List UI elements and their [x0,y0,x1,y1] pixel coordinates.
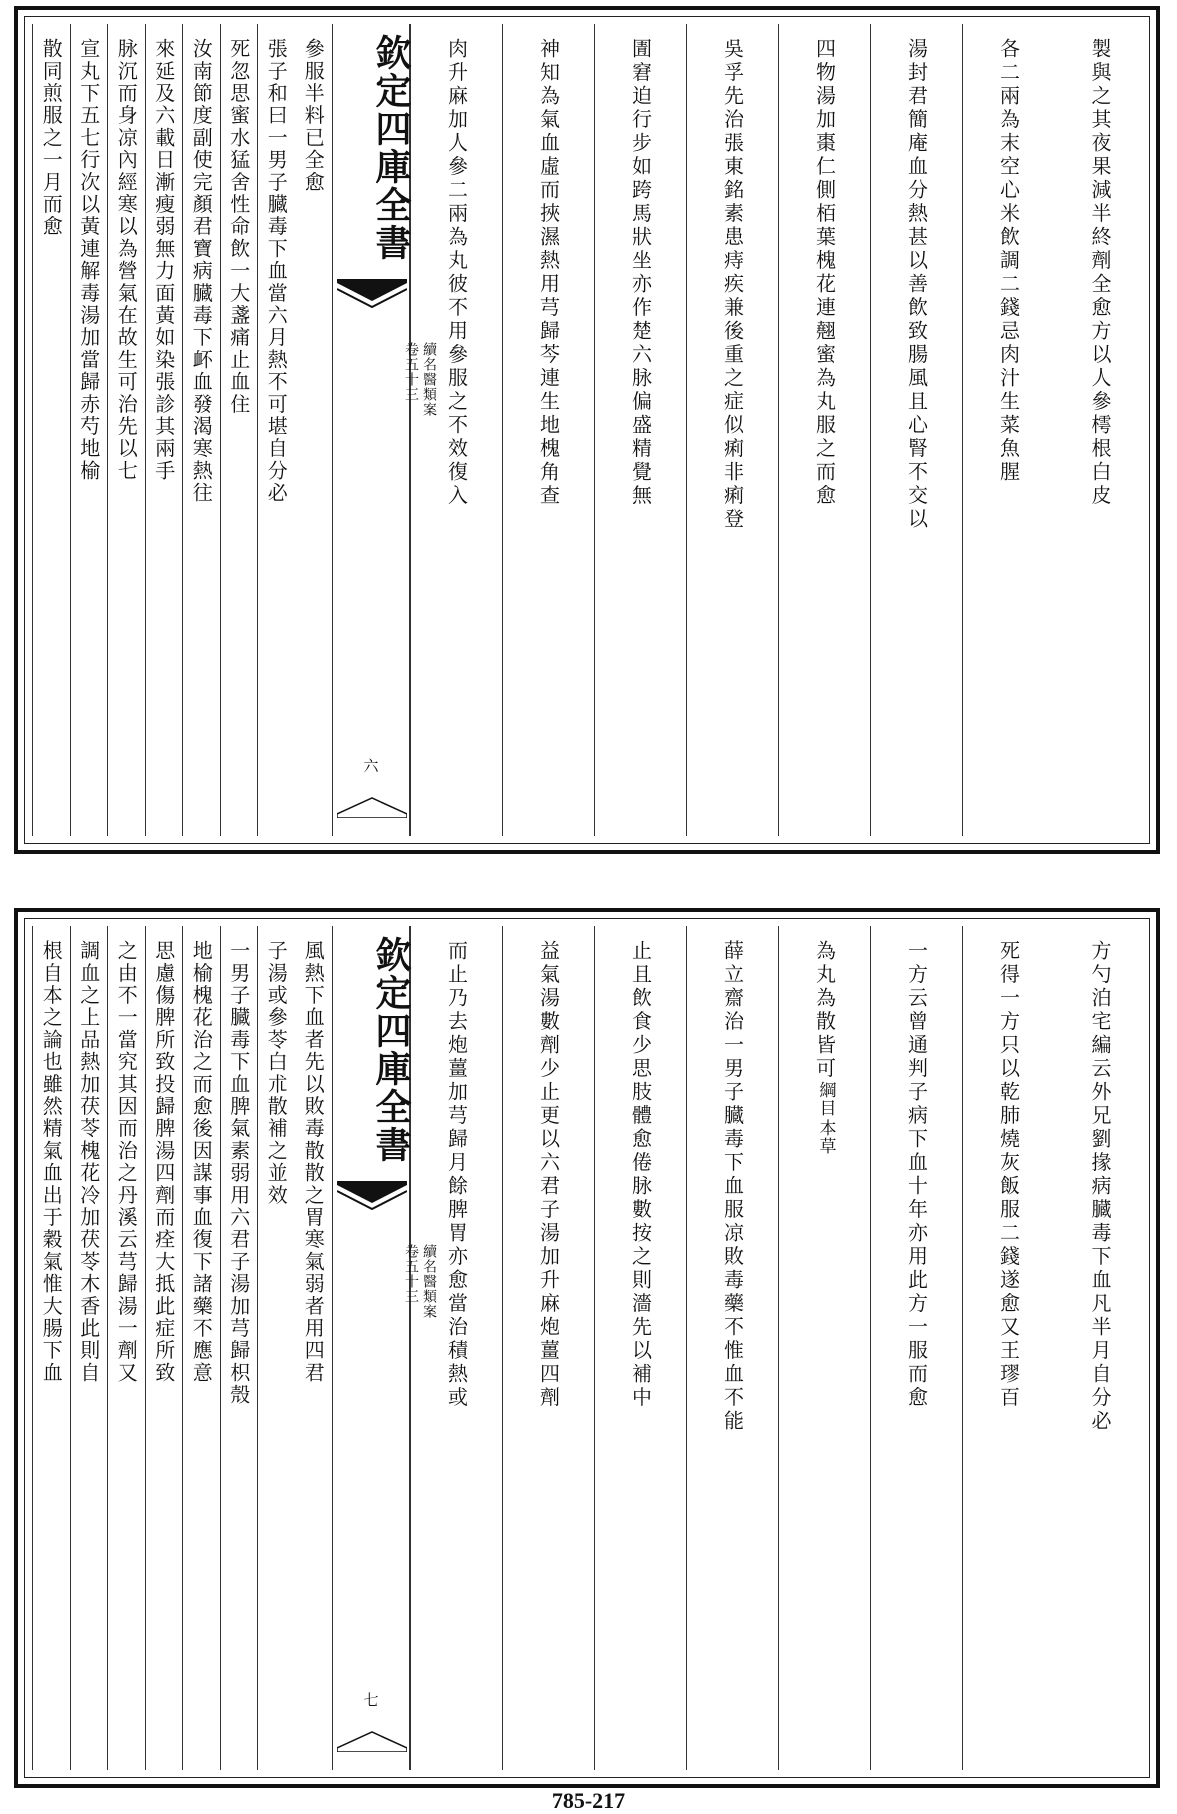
book-series-title: 欽定四庫全書 [370,936,412,1164]
upper-page [14,6,1160,854]
column-text: 根自本之論也雖然精氣血出于穀氣惟大腸下血 [39,940,64,1384]
column-text: 各二兩為末空心米飲調二錢忌肉汁生菜魚腥 [996,38,1021,485]
column-text: 四物湯加棗仁側栢葉槐花連翹蜜為丸服之而愈 [812,38,837,508]
text-column [107,24,145,836]
column-text: 一方云曾通判子病下血十年亦用此方一服而愈 [904,940,929,1410]
column-text: 宣丸下五七行次以黃連解毒湯加當歸赤芍地榆 [76,38,101,482]
text-column [70,24,108,836]
text-column [870,926,962,1770]
text-column [107,926,145,1770]
column-text: 思慮傷脾所致投歸脾湯四劑而痊大抵此症所致 [151,940,176,1384]
column-text: 汝南節度副使完顏君寶病臓毒下衃血發渴寒熱往 [189,38,214,505]
column-text [812,926,837,1770]
text-column [686,24,778,836]
text-column [870,24,962,836]
center-header-column [332,24,437,836]
text-column [962,926,1054,1770]
fish-tail-mark-icon [337,279,407,309]
text-column [145,24,183,836]
text-column [594,24,686,836]
column-text: 死得一方只以乾肺燒灰飯服二錢遂愈又王璆百 [996,940,1021,1410]
text-column [182,926,220,1770]
column-main-text: 為丸為散皆可 [812,940,837,1081]
text-column [410,926,502,1770]
note-line: 綱目 [815,1081,836,1117]
text-column [220,24,258,836]
column-text: 參服半料已全愈 [301,38,326,194]
column-text: 來延及六載日漸瘦弱無力面黃如染張診其兩手 [151,38,176,482]
text-column [70,926,108,1770]
column-text: 肉升麻加人參二兩為丸彼不用參服之不效復入 [444,38,469,508]
text-column [220,926,258,1770]
column-text: 製與之其夜果減半終劑全愈方以人參樗根白皮 [1088,38,1112,508]
text-column [778,926,870,1770]
folio-number: 六 [363,757,379,775]
text-column [182,24,220,836]
text-column [410,24,502,836]
column-text: 薛立齋治一男子臓毒下血服凉敗毒藥不惟血不能 [720,940,745,1434]
column-text: 止且飲食少思肢體愈倦脉數按之則濇先以補中 [628,940,653,1410]
text-column [594,926,686,1770]
volume-label: 卷五十三 [403,342,419,402]
fish-tail-mark-icon [337,1181,407,1211]
column-text: 而止乃去炮薑加芎歸月餘脾胃亦愈當治積熱或 [444,940,469,1410]
text-column [962,24,1054,836]
lower-page [14,908,1160,1788]
text-column [502,926,594,1770]
column-text: 散同煎服之一月而愈 [39,38,64,238]
book-name: 續名醫類案 [421,1244,437,1319]
text-column [778,24,870,836]
folio-number: 七 [363,1691,379,1709]
column-text: 一男子臓毒下血脾氣素弱用六君子湯加芎歸枳殼 [226,940,251,1407]
fish-tail-mark-icon [337,792,407,818]
volume-label: 卷五十三 [403,1244,419,1304]
column-text: 死忽思蜜水猛舍性命飲一大盞痛止血住 [226,38,251,416]
center-header-column [332,926,437,1770]
text-column [295,926,333,1770]
column-text: 調血之上品熱加茯苓槐花冷加茯苓木香此則自 [76,940,101,1384]
column-text: 子湯或參苓白朮散補之並效 [264,940,289,1207]
column-text: 圊窘迫行步如跨馬狀坐亦作楚六脉偏盛精覺無 [628,38,653,508]
source-note [815,1081,835,1155]
book-name: 續名醫類案 [421,342,437,417]
fish-tail-mark-icon [337,1726,407,1752]
text-column [32,926,70,1770]
text-column [32,24,70,836]
column-text: 神知為氣血虛而挾濕熱用芎歸芩連生地槐角查 [536,38,561,508]
text-column [145,926,183,1770]
column-text: 風熱下血者先以敗毒散散之胃寒氣弱者用四君 [301,940,326,1384]
book-series-title: 欽定四庫全書 [370,34,412,262]
column-text: 脉沉而身凉內經寒以為營氣在故生可治先以七 [114,38,139,482]
text-column [1054,926,1146,1770]
column-text: 方勺泊宅編云外兄劉掾病臓毒下血凡半月自分必 [1088,940,1112,1434]
text-column [295,24,333,836]
page-number: 785-217 [551,1788,626,1813]
text-column [1054,24,1146,836]
column-text: 湯封君簡庵血分熱甚以善飲致腸風且心腎不交以 [904,38,929,532]
text-column [257,926,295,1770]
column-text: 張子和曰一男子臓毒下血當六月熱不可堪自分必 [264,38,289,505]
column-text: 益氣湯數劑少止更以六君子湯加升麻炮薑四劑 [536,940,561,1410]
text-column [686,926,778,1770]
text-column [257,24,295,836]
column-text: 吳孚先治張東銘素患痔疾兼後重之症似痢非痢登 [720,38,745,532]
text-column [502,24,594,836]
column-text: 之由不一當究其因而治之丹溪云芎歸湯一劑又 [114,940,139,1384]
column-text: 地榆槐花治之而愈後因謀事血復下諸藥不應意 [189,940,214,1384]
note-line: 本草 [815,1119,836,1155]
